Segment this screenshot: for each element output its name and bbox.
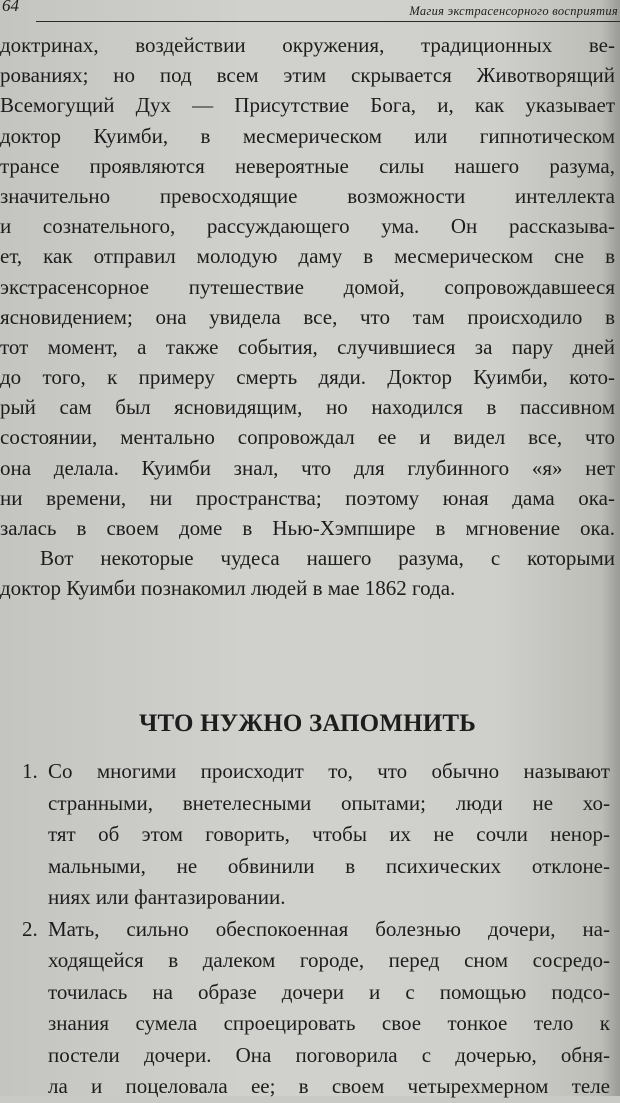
paragraph bbox=[0, 543, 615, 603]
text-line: ниях или фантазировании. bbox=[48, 885, 286, 909]
text-line: Мать, сильно обеспокоенная болезнью дочери, на- bbox=[48, 916, 610, 941]
text-line: состоянии, ментально сопровождал ее и видел все, что bbox=[0, 425, 615, 450]
paragraph bbox=[0, 30, 615, 543]
text-line: странными, внетелесными опытами; люди не хо- bbox=[48, 790, 610, 815]
text-line: Вот некоторые чудеса нашего разума, с которыми bbox=[40, 546, 615, 571]
text-line: доктор Куимби, в месмерическом или гипнотическом bbox=[0, 123, 615, 148]
text-line: трансе проявляются невероятные силы нашего разума, bbox=[0, 153, 615, 178]
list-item bbox=[0, 914, 610, 1103]
text-line: ла и поцеловала ее; в своем четырехмерном теле bbox=[48, 1074, 610, 1098]
text-line: доктор Куимби познакомил людей в мае 1862 года. bbox=[0, 576, 456, 601]
list-marker: 1. bbox=[22, 759, 38, 783]
text-line: ходящейся в далеком городе, перед сном сосредо- bbox=[48, 948, 610, 972]
text-line: рый сам был ясновидящим, но находился в пассивном bbox=[0, 395, 615, 420]
text-line: тят об этом говорить, чтобы их не сочли ненор- bbox=[48, 822, 610, 846]
numbered-list bbox=[0, 756, 610, 1103]
text-line: ет, как отправил молодую даму в месмерическом сне в bbox=[0, 244, 615, 269]
text-line: ни времени, ни пространства; поэтому юная дама ока- bbox=[0, 485, 615, 510]
list-item bbox=[0, 756, 610, 914]
text-line: тот момент, а также события, случившиеся за пару дней bbox=[0, 334, 615, 359]
text-line: ясновидением; она увидела все, что там происходило в bbox=[0, 304, 615, 329]
body-text bbox=[0, 30, 615, 604]
header-rule bbox=[36, 21, 620, 22]
text-line: постели дочери. Она поговорила с дочерью, обня- bbox=[48, 1042, 610, 1067]
text-line: точилась на образе дочери и с помощью подсо- bbox=[48, 979, 610, 1004]
section-heading: ЧТО НУЖНО ЗАПОМНИТЬ bbox=[138, 710, 477, 737]
list-marker: 2. bbox=[22, 916, 38, 941]
text-line: доктринах, воздействии окружения, традиционных ве- bbox=[0, 33, 615, 57]
text-line: она делала. Куимби знал, что для глубинного «я» нет bbox=[0, 455, 615, 480]
text-line: значительно превосходящие возможности интеллекта bbox=[0, 183, 615, 208]
text-line: и сознательного, рассуждающего ума. Он рассказыва- bbox=[0, 214, 615, 239]
running-head: Магия экстрасенсорного восприятия bbox=[409, 4, 618, 18]
text-line: знания сумела спроецировать свое тонкое тело к bbox=[48, 1011, 610, 1035]
text-line: мальными, не обвинили в психических отклоне- bbox=[48, 853, 610, 878]
text-line: рованиях; но под всем этим скрывается Животворящий bbox=[0, 63, 615, 88]
page-header bbox=[0, 0, 620, 30]
text-line: до того, к примеру смерть дяди. Доктор Куимби, кото- bbox=[0, 365, 615, 390]
text-line: залась в своем доме в Нью-Хэмпшире в мгновение ока. bbox=[0, 516, 615, 540]
page-number: 64 bbox=[2, 0, 19, 15]
text-line: экстрасенсорное путешествие домой, сопровождавшееся bbox=[0, 274, 615, 299]
text-line: Всемогущий Дух — Присутствие Бога, и, как указывает bbox=[0, 93, 615, 118]
text-line: Со многими происходит то, что обычно называют bbox=[48, 759, 610, 783]
